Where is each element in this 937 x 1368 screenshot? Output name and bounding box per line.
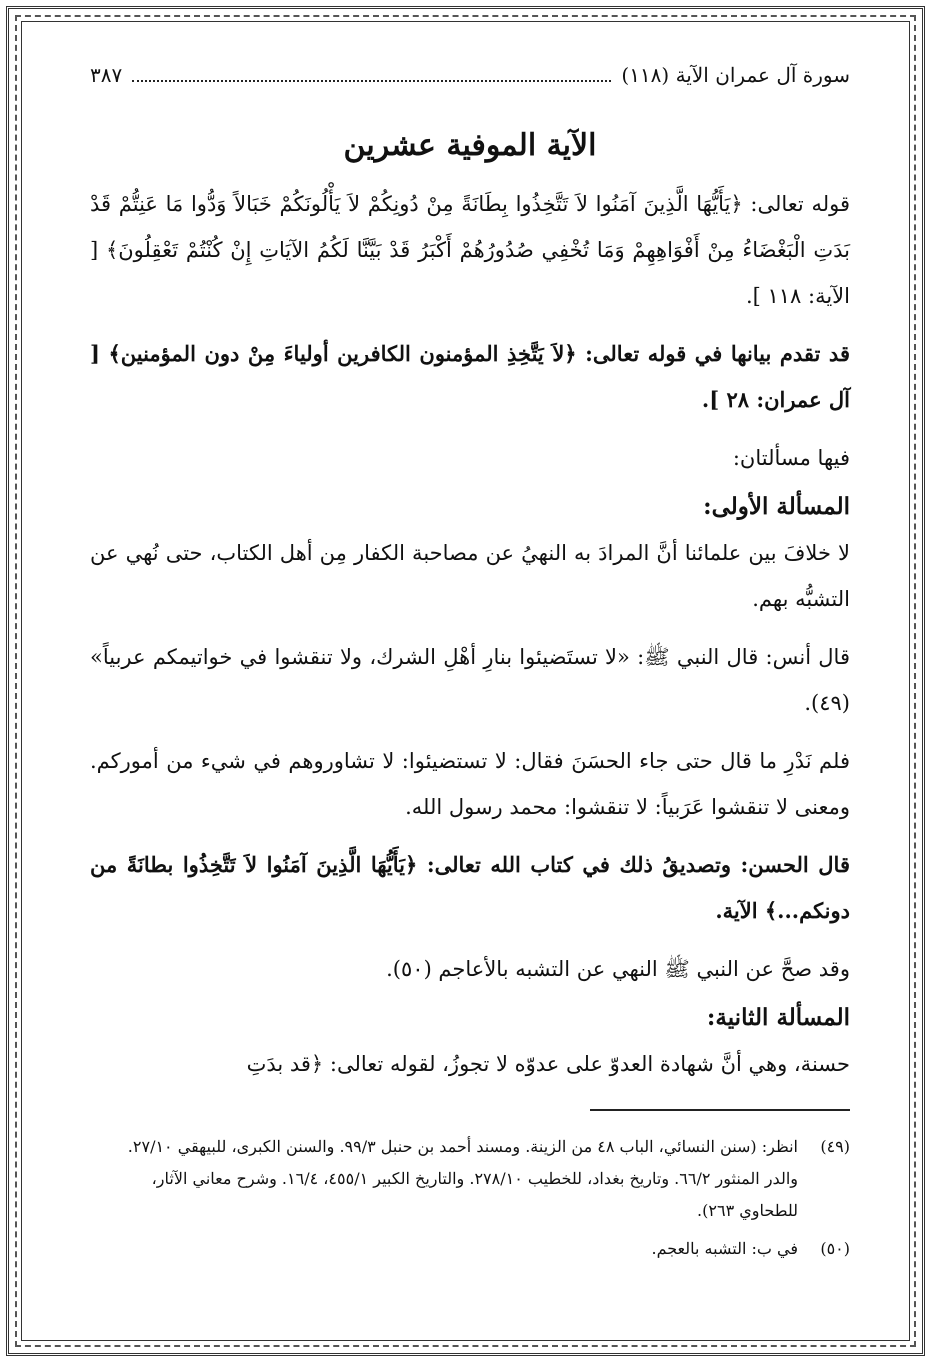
verse-paragraph: قوله تعالى: ﴿يَأَيُّهَا الَّذِينَ آمَنُوا لاَ تَتَّخِذُوا بِطَانَةً مِنْ دُونِكُمْ لاَ يَأْلُونَكُمْ خَبَالاً وَدُّوا مَا عَنِتُّمْ قَدْ بَدَتِ الْبَغْضَاءُ مِنْ أَفْوَاهِهِمْ وَمَا تُخْفِي صُدُورُهُمْ أَكْبَرُ قَدْ بَيَّنَّا لَكُمُ الآيَاتِ إِنْ كُنْتُمْ تَعْقِلُونَ﴾ [ الآية: ١١٨ ].	[90, 192, 850, 308]
running-header	[90, 63, 850, 88]
section-title: الآية الموفية عشرين	[343, 128, 597, 163]
section2-heading: المسألة الثانية:	[706, 1004, 850, 1031]
footnote-text: في ب: التشبه بالعجم.	[651, 1239, 798, 1258]
section1-heading: المسألة الأولى:	[703, 493, 850, 520]
footnote	[90, 1233, 850, 1265]
page-content	[90, 55, 850, 1271]
footnote-text: انظر: (سنن النسائي، الباب ٤٨ من الزينة. ومسند أحمد بن حنبل ٩٩/٣. والسنن الكبرى، للبيهقي ٢٧/١٠. والدر المنثور ٦٦/٢. وتاريخ بغداد، للخطيب ٢٧٨/١٠. والتاريخ الكبير ٤٥٥/١، ١٦/٤. وشرح معاني الآثار، للطحاوي ٢٦٣).	[127, 1137, 798, 1220]
section1-paragraph: لا خلافَ بين علمائنا أنَّ المرادَ به النهيُ عن مصاحبة الكفار مِن أهل الكتاب، حتى نُهي عن التشبُّه بهم.	[90, 541, 850, 611]
section1-paragraph: وقد صحَّ عن النبي ﷺ النهي عن التشبه بالأعاجم (٥٠).	[386, 957, 850, 981]
section1-paragraph: قال الحسن: وتصديقُ ذلك في كتاب الله تعالى: ﴿يَأَيُّهَا الَّذِينَ آمَنُوا لاَ تَتَّخِذُوا بطانَةً من دونكم...﴾ الآية.	[90, 852, 850, 923]
header-dots	[132, 80, 611, 82]
footnote	[90, 1131, 850, 1227]
section1-paragraph: فلم نَدْرِ ما قال حتى جاء الحسَنَ فقال: لا تستضيئوا: لا تشاوروهم في شيء من أموركم. ومعنى لا تنقشوا عَرَبياً: لا تنقشوا: محمد رسول الله.	[90, 749, 850, 819]
header-title: سورة آل عمران الآية (١١٨)	[621, 63, 850, 87]
footnote-number: (٤٩)	[820, 1137, 850, 1156]
footnote-separator	[590, 1109, 850, 1111]
issues-intro: فيها مسألتان:	[732, 446, 850, 470]
page-number: ٣٨٧	[90, 63, 123, 87]
section2-paragraph: حسنة، وهي أنَّ شهادة العدوّ على عدوّه لا تجوزُ، لقوله تعالى: ﴿قد بدَتِ	[246, 1052, 850, 1076]
reference-paragraph: قد تقدم بيانها في قوله تعالى: ﴿لاَ يَتَّخِذِ المؤمنون الكافرين أولياءَ مِنْ دون المؤمنين﴾ [ آل عمران: ٢٨ ].	[90, 341, 850, 412]
section1-paragraph: قال أنس: قال النبي ﷺ: «لا تستَضيئوا بنارِ أهْلِ الشرك، ولا تنقشوا في خواتيمكم عربياً» (٤٩).	[90, 645, 850, 715]
footnote-number: (٥٠)	[820, 1239, 850, 1258]
